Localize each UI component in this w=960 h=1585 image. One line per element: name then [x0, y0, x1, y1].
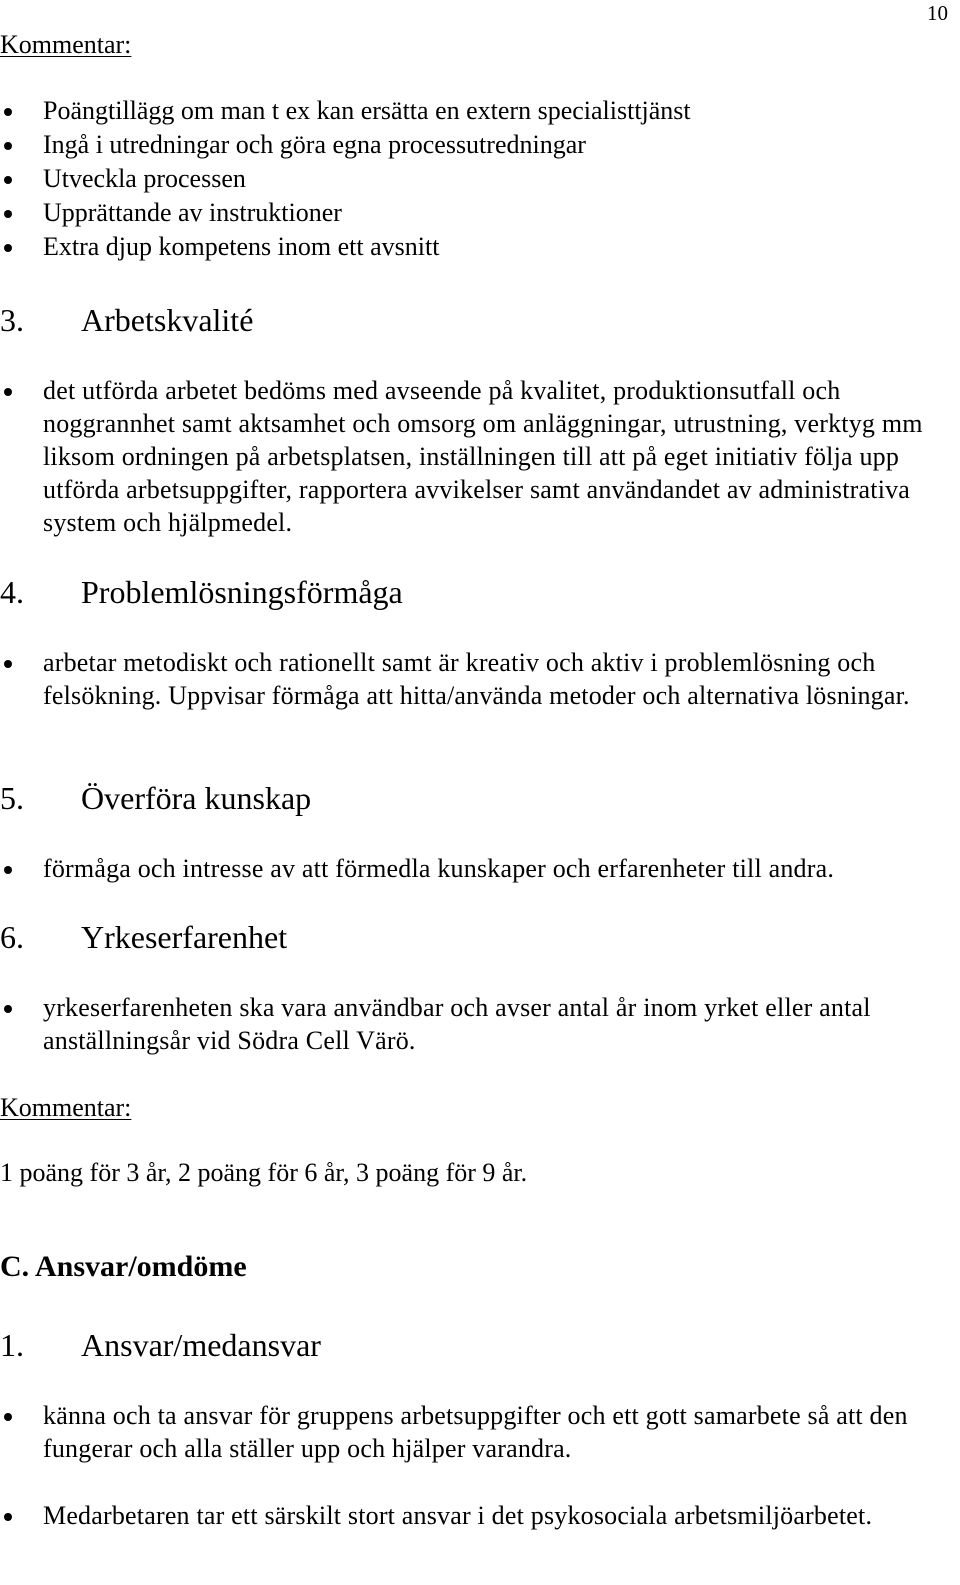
list-item-text: yrkeserfarenheten ska vara användbar och avser antal år inom yrket eller antal anställningsår vid Södra Cell Värö. — [43, 993, 871, 1055]
list-item — [0, 162, 960, 196]
list-item — [0, 991, 940, 1057]
list-item — [0, 646, 950, 712]
section-number: 4. — [0, 574, 24, 610]
section-heading-problemlosning — [0, 574, 403, 610]
list-item-text: Medarbetaren tar ett särskilt stort ansvar i det psykosociala arbetsmiljöarbetet. — [43, 1501, 873, 1530]
section-heading-overfora-kunskap — [0, 780, 311, 816]
list-item-text: Ingå i utredningar och göra egna processutredningar — [43, 130, 586, 159]
list-item — [0, 196, 960, 230]
comment-text: 1 poäng för 3 år, 2 poäng för 6 år, 3 poäng för 9 år. — [0, 1158, 528, 1187]
section-number: 6. — [0, 919, 24, 955]
bullet-icon — [4, 388, 12, 396]
list-item-text: Extra djup kompetens inom ett avsnitt — [43, 232, 440, 261]
bullet-icon — [4, 176, 12, 184]
bullet-icon — [4, 866, 12, 874]
bullet-icon — [4, 244, 12, 252]
section-heading-ansvar — [0, 1327, 321, 1363]
list-item-text: Utveckla processen — [43, 164, 246, 193]
comment-label: Kommentar: — [0, 30, 132, 59]
section-number: 5. — [0, 780, 24, 816]
bullet-icon — [4, 210, 12, 218]
section-number: 3. — [0, 302, 24, 338]
list-item — [0, 374, 940, 539]
section-bullet-list — [0, 1399, 955, 1465]
page-number: 10 — [927, 1, 948, 25]
list-item — [0, 1499, 900, 1532]
list-item-text: det utförda arbetet bedöms med avseende på kvalitet, produktionsutfall och noggrannhet samt aktsamhet och omsorg om anläggningar, utrustning, verktyg mm liksom ordningen på arbetsplatsen, inställningen till att på eget initiativ följa upp utförda arbetsuppgifter, rapportera avvikelser samt användandet av administrativa system och hjälpmedel. — [43, 376, 923, 537]
section-heading-yrkeserfarenhet — [0, 919, 287, 955]
list-item — [0, 94, 960, 128]
section-title: Ansvar/medansvar — [81, 1327, 321, 1363]
bullet-icon — [4, 1413, 12, 1421]
list-item — [0, 230, 960, 264]
list-item-text: förmåga och intresse av att förmedla kunskaper och erfarenheter till andra. — [43, 854, 835, 883]
section-number: 1. — [0, 1327, 24, 1363]
bullet-icon — [4, 1513, 12, 1521]
list-item — [0, 1399, 955, 1465]
comment-label: Kommentar: — [0, 1093, 132, 1122]
part-c-title: C. Ansvar/omdöme — [0, 1250, 247, 1283]
list-item — [0, 852, 958, 885]
section-title: Arbetskvalité — [81, 302, 254, 338]
section-title: Överföra kunskap — [81, 780, 312, 816]
list-item-text: arbetar metodiskt och rationellt samt är kreativ och aktiv i problemlösning och felsökning. Uppvisar förmåga att hitta/använda metoder och alternativa lösningar. — [43, 648, 910, 710]
bullet-icon — [4, 660, 12, 668]
section-bullet-list — [0, 646, 950, 712]
list-item-text: Upprättande av instruktioner — [43, 198, 342, 227]
section-title: Problemlösningsförmåga — [81, 574, 403, 610]
comment-bullet-list — [0, 94, 960, 264]
bullet-icon — [4, 1005, 12, 1013]
section-bullet-list — [0, 374, 940, 539]
section-bullet-list — [0, 991, 940, 1057]
list-item — [0, 128, 960, 162]
bullet-icon — [4, 108, 12, 116]
list-item-text: Poängtillägg om man t ex kan ersätta en extern specialisttjänst — [43, 96, 691, 125]
section-heading-arbetskvalite — [0, 302, 253, 338]
bullet-icon — [4, 142, 12, 150]
list-item-text: känna och ta ansvar för gruppens arbetsuppgifter och ett gott samarbete så att den fungerar och alla ställer upp och hjälper varandra. — [43, 1401, 908, 1463]
section-bullet-list — [0, 852, 958, 885]
section-bullet-list — [0, 1499, 900, 1532]
section-title: Yrkeserfarenhet — [81, 919, 288, 955]
